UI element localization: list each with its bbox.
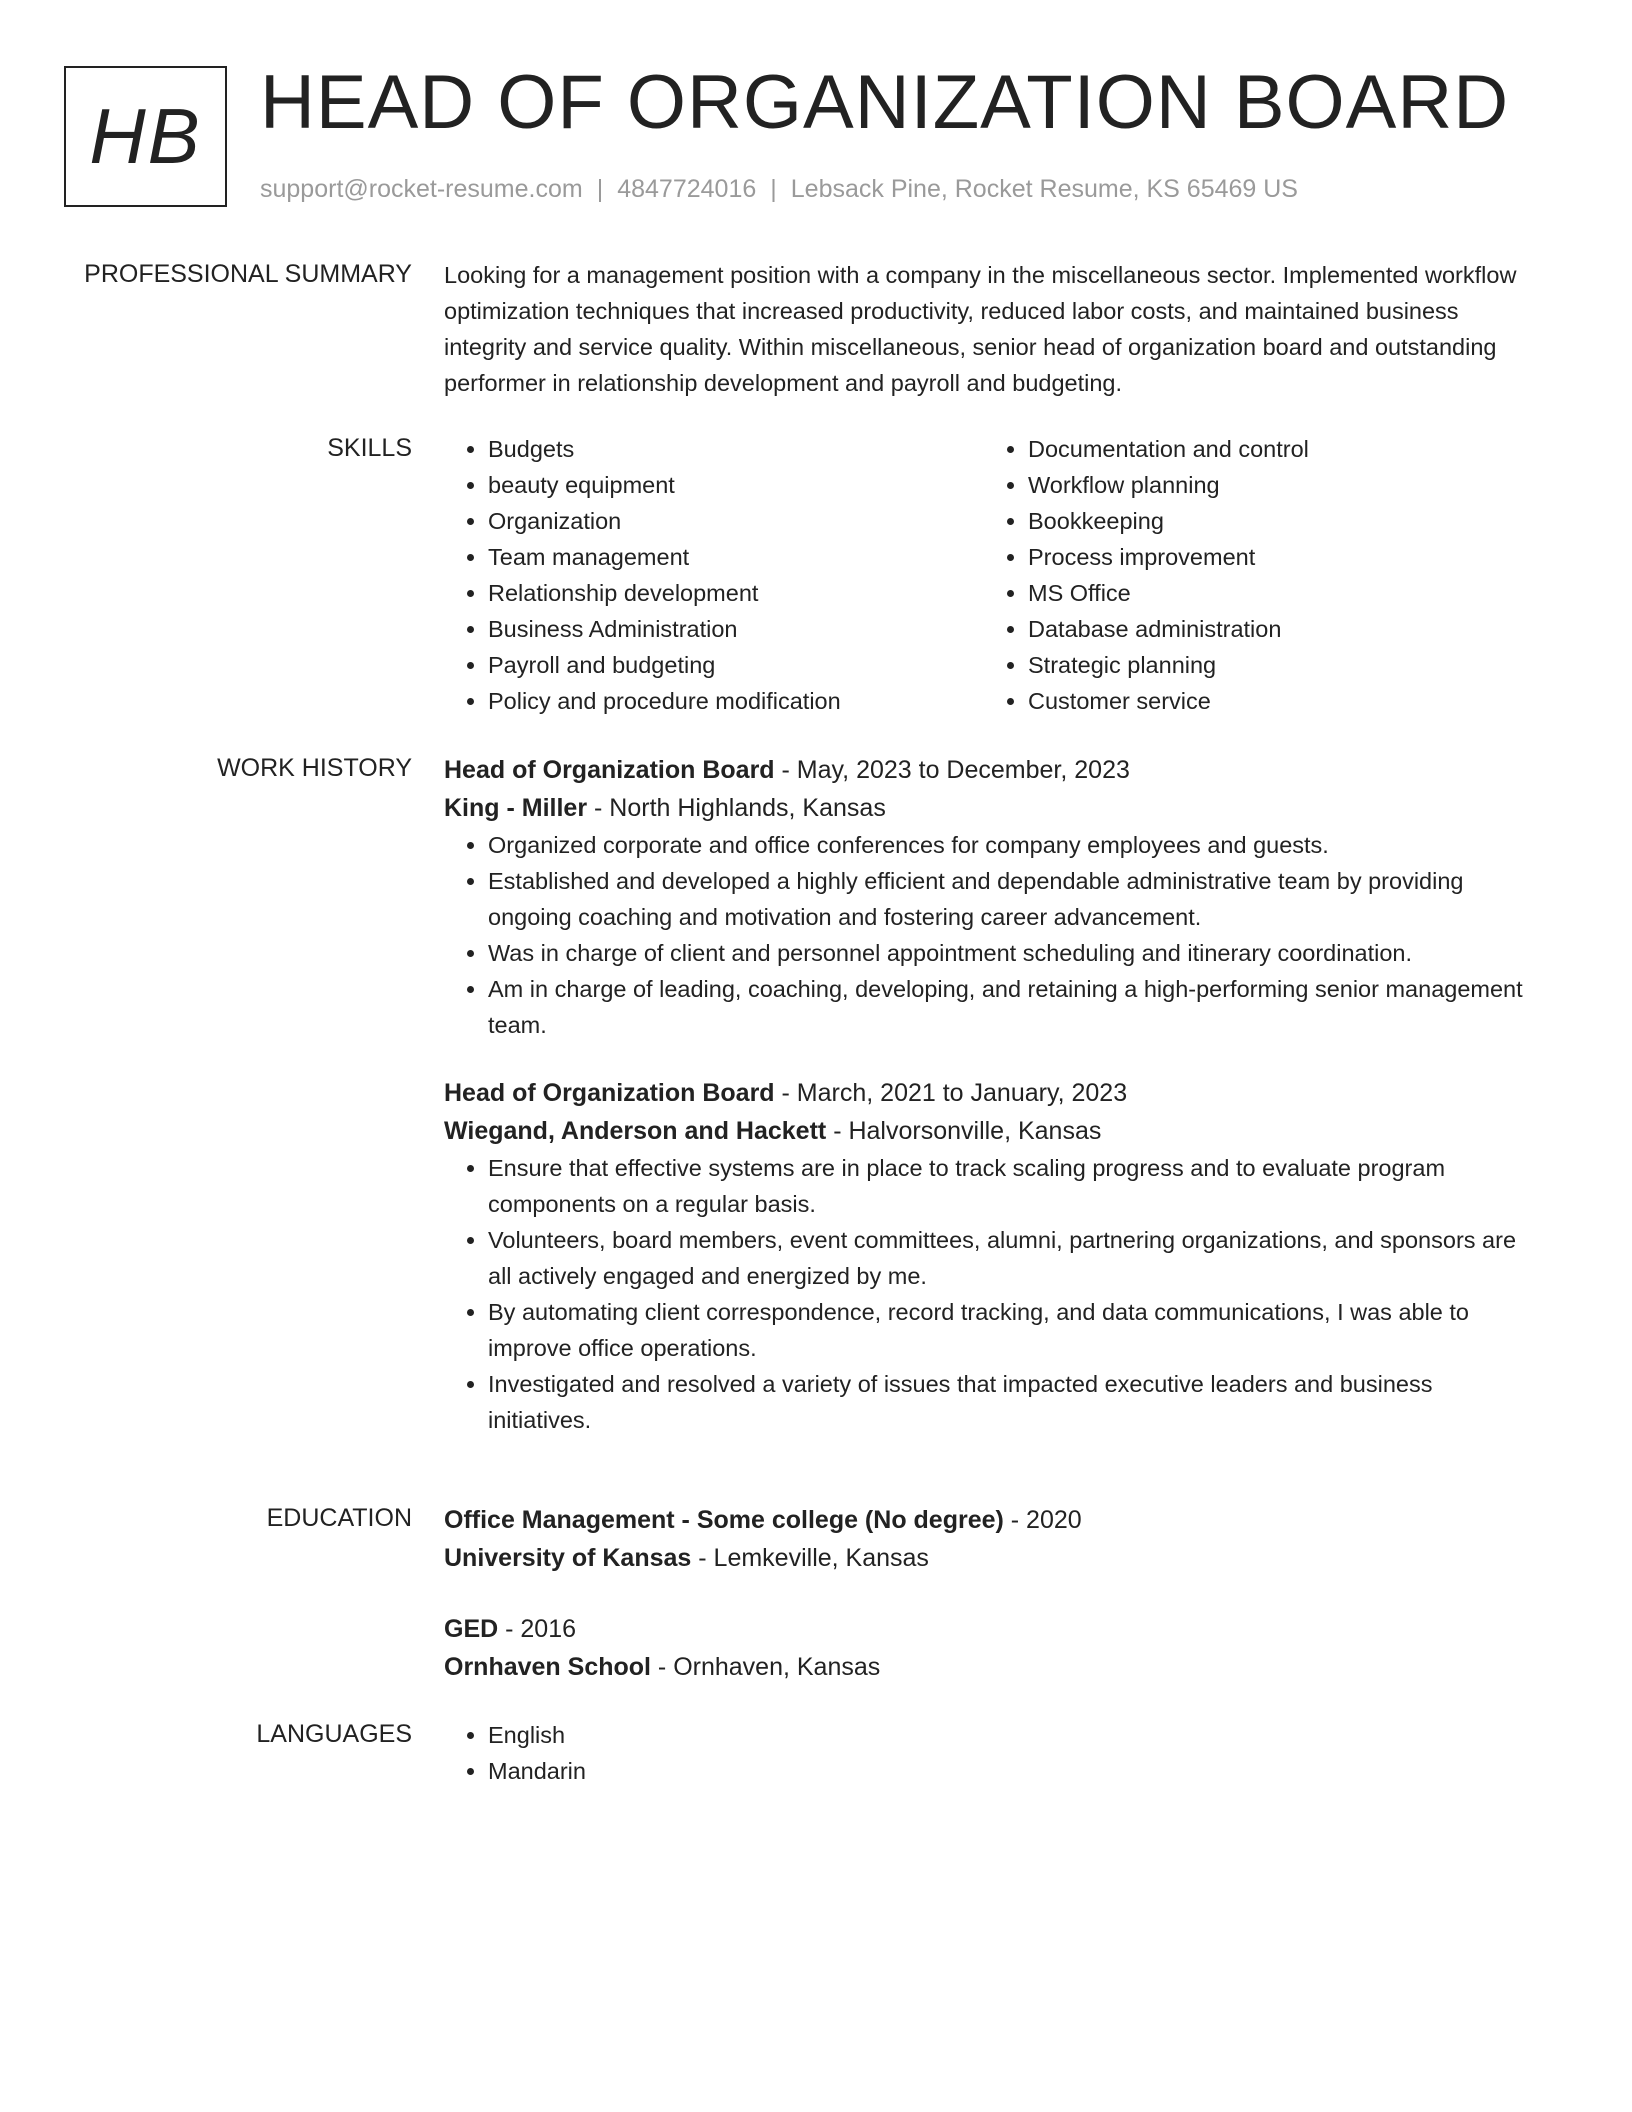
skills-list-right (984, 431, 1524, 719)
job-title-line (444, 751, 1524, 789)
job-title: Head of Organization Board (444, 1079, 775, 1107)
skill-item: • Organization (488, 503, 984, 539)
job-bullets (444, 1150, 1524, 1438)
job-bullets (444, 827, 1524, 1043)
summary-text: Looking for a management position with a company in the miscellaneous sector. Implemented workflow optimization techniques that increased productivity, reduced labor costs, and maintained business integrity and service quality. Within miscellaneous, senior head of organization board and outstanding performer in relationship development and payroll and budgeting. (444, 262, 1517, 396)
education-year: - 2020 (1003, 1506, 1082, 1534)
section-label-skills: SKILLS (327, 434, 412, 462)
skill-item: • MS Office (1028, 575, 1524, 611)
language-item: • Mandarin (488, 1753, 1524, 1789)
job-bullet: • Was in charge of client and personnel appointment scheduling and itinerary coordination. (488, 935, 1524, 971)
section-label-work: WORK HISTORY (217, 754, 412, 782)
skill-item: • Team management (488, 539, 984, 575)
skill-item: • Process improvement (1028, 539, 1524, 575)
job-location: - Halvorsonville, Kansas (826, 1117, 1102, 1145)
job-dates: - March, 2021 to January, 2023 (774, 1079, 1128, 1107)
education-entry (444, 1610, 1524, 1686)
job-company: Wiegand, Anderson and Hackett (444, 1117, 827, 1145)
education-location: - Ornhaven, Kansas (650, 1653, 881, 1681)
job-title-line (444, 1074, 1524, 1112)
section-label-languages: LANGUAGES (256, 1720, 412, 1748)
education-entry (444, 1501, 1524, 1577)
education-degree-line (444, 1610, 1524, 1648)
skill-item: • Payroll and budgeting (488, 647, 984, 683)
candidate-name: HEAD OF ORGANIZATION BOARD (260, 60, 1510, 145)
job-title: Head of Organization Board (444, 756, 775, 784)
languages-body (444, 1717, 1524, 1789)
skill-item: • Relationship development (488, 575, 984, 611)
education-school: Ornhaven School (444, 1653, 651, 1681)
contact-line (260, 175, 1298, 204)
skill-item: • Database administration (1028, 611, 1524, 647)
job-company-line (444, 1112, 1524, 1150)
skill-item: • Customer service (1028, 683, 1524, 719)
education-year: - 2016 (498, 1615, 577, 1643)
skill-item: • Business Administration (488, 611, 984, 647)
education-degree: Office Management - Some college (No degree) (444, 1506, 1004, 1534)
education-school: University of Kansas (444, 1544, 692, 1572)
contact-separator: | (596, 175, 604, 203)
job-dates: - May, 2023 to December, 2023 (774, 756, 1130, 784)
contact-email: support@rocket-resume.com (260, 175, 583, 203)
contact-separator: | (770, 175, 777, 203)
skill-item: • Policy and procedure modification (488, 683, 984, 719)
job-company-line (444, 789, 1524, 827)
education-degree: GED (444, 1615, 499, 1643)
job-bullet: • Volunteers, board members, event committees, alumni, partnering organizations, and sponsors are all actively engaged and energized by me. (488, 1222, 1524, 1294)
job-bullet: • Investigated and resolved a variety of issues that impacted executive leaders and business initiatives. (488, 1366, 1524, 1438)
language-item: • English (488, 1717, 1524, 1753)
job-entry (444, 1074, 1524, 1438)
education-school-line (444, 1648, 1524, 1686)
section-label-summary: PROFESSIONAL SUMMARY (84, 260, 412, 288)
skills-grid (444, 431, 1524, 719)
contact-address: Lebsack Pine, Rocket Resume, KS 65469 US (790, 175, 1298, 203)
skill-item: • Strategic planning (1028, 647, 1524, 683)
job-location: - North Highlands, Kansas (587, 794, 886, 822)
skill-item: • Budgets (488, 431, 984, 467)
education-location: - Lemkeville, Kansas (691, 1544, 929, 1572)
job-bullet: • Am in charge of leading, coaching, developing, and retaining a high-performing senior management team. (488, 971, 1524, 1043)
skill-item: • Documentation and control (1028, 431, 1524, 467)
work-history-body (444, 751, 1524, 1438)
section-label-education: EDUCATION (266, 1504, 412, 1532)
contact-phone: 4847724016 (617, 175, 757, 203)
job-entry (444, 751, 1524, 1043)
job-bullet: • Established and developed a highly efficient and dependable administrative team by providing ongoing coaching and motivation and fostering career advancement. (488, 863, 1524, 935)
skill-item: • beauty equipment (488, 467, 984, 503)
education-school-line (444, 1539, 1524, 1577)
skill-item: • Workflow planning (1028, 467, 1524, 503)
languages-list (444, 1717, 1524, 1789)
job-company: King - Miller (444, 794, 588, 822)
job-bullet: • By automating client correspondence, record tracking, and data communications, I was able to improve office operations. (488, 1294, 1524, 1366)
job-bullet: • Organized corporate and office conferences for company employees and guests. (488, 827, 1524, 863)
monogram: HB (64, 66, 227, 207)
job-bullet: • Ensure that effective systems are in place to track scaling progress and to evaluate program components on a regular basis. (488, 1150, 1524, 1222)
skills-list-left (444, 431, 984, 719)
education-degree-line (444, 1501, 1524, 1539)
skill-item: • Bookkeeping (1028, 503, 1524, 539)
education-body (444, 1501, 1524, 1686)
